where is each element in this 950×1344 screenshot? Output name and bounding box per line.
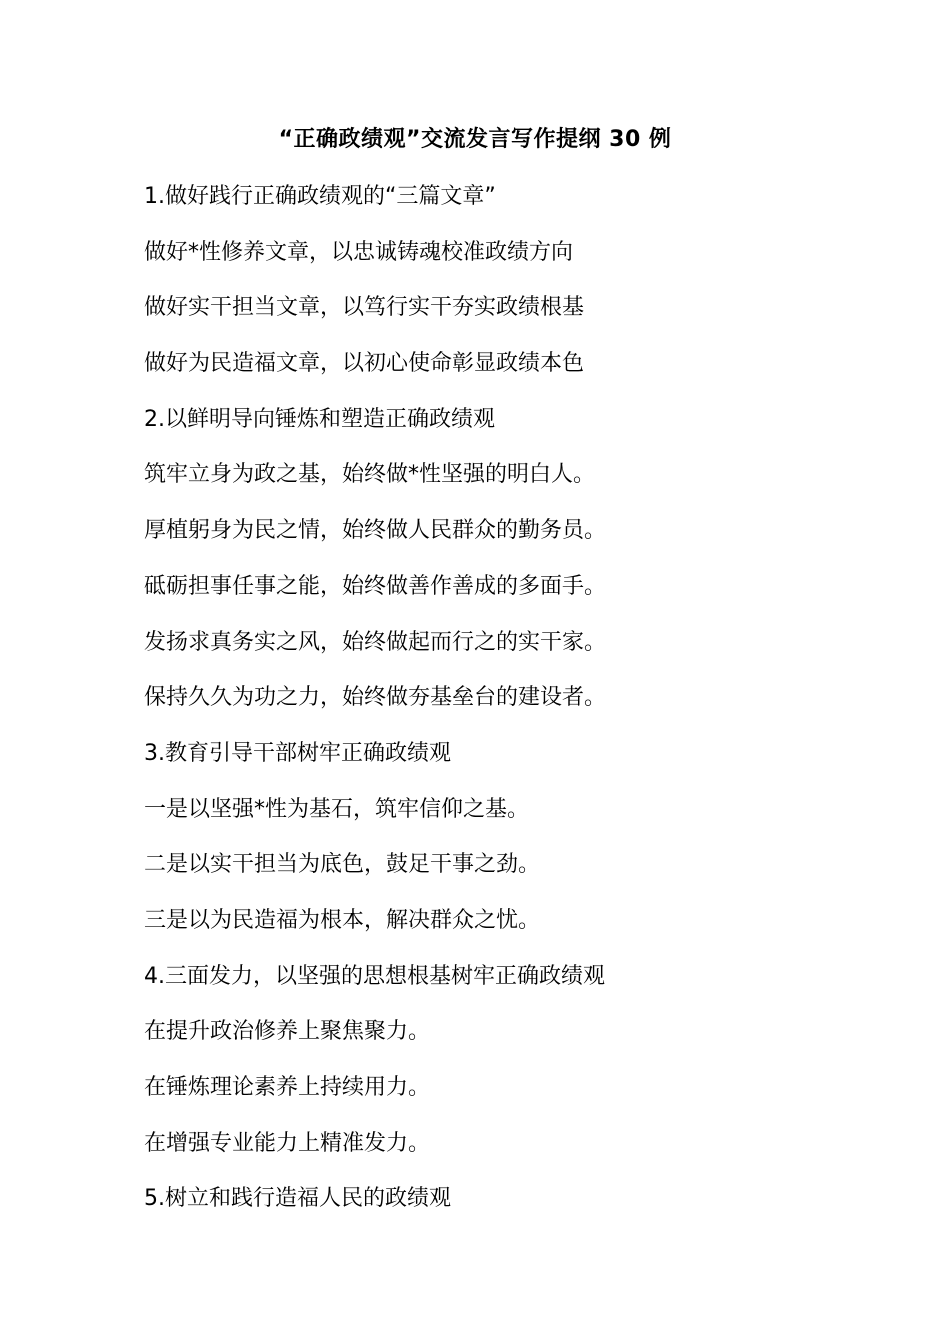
section-heading-4: 4.三面发力，以坚强的思想根基树牢正确政绩观 bbox=[144, 963, 605, 989]
paragraph-line: 一是以坚强*性为基石，筑牢信仰之基。 bbox=[144, 796, 530, 822]
paragraph-line: 发扬求真务实之风，始终做起而行之的实干家。 bbox=[144, 629, 607, 655]
document-body bbox=[144, 179, 924, 1237]
paragraph-line: 在锤炼理论素养上持续用力。 bbox=[144, 1075, 431, 1100]
paragraph-line: 三是以为民造福为根本，解决群众之忧。 bbox=[144, 907, 541, 933]
section-heading-3: 3.教育引导干部树牢正确政绩观 bbox=[144, 740, 451, 766]
section-heading-2: 2.以鲜明导向锤炼和塑造正确政绩观 bbox=[144, 406, 495, 432]
paragraph-line: 砥砺担事任事之能，始终做善作善成的多面手。 bbox=[144, 573, 607, 599]
document-title: “正确政绩观”交流发言写作提纲 30 例 bbox=[278, 127, 672, 152]
paragraph-line: 做好实干担当文章，以笃行实干夯实政绩根基 bbox=[144, 295, 585, 321]
paragraph-line: 厚植躬身为民之情，始终做人民群众的勤务员。 bbox=[144, 518, 607, 544]
section-heading-1: 1.做好践行正确政绩观的“三篇文章” bbox=[144, 184, 496, 209]
paragraph-line: 二是以实干担当为底色，鼓足干事之劲。 bbox=[144, 852, 541, 878]
paragraph-line: 在提升政治修养上聚焦聚力。 bbox=[144, 1019, 431, 1045]
paragraph-line: 做好为民造福文章，以初心使命彰显政绩本色 bbox=[144, 351, 585, 377]
paragraph-line: 保持久久为功之力，始终做夯基垒台的建设者。 bbox=[144, 685, 607, 711]
section-heading-5: 5.树立和践行造福人民的政绩观 bbox=[144, 1186, 451, 1212]
paragraph-line: 在增强专业能力上精准发力。 bbox=[144, 1130, 431, 1156]
paragraph-line: 筑牢立身为政之基，始终做*性坚强的明白人。 bbox=[144, 462, 596, 488]
paragraph-line: 做好*性修养文章，以忠诚铸魂校准政绩方向 bbox=[144, 239, 574, 265]
